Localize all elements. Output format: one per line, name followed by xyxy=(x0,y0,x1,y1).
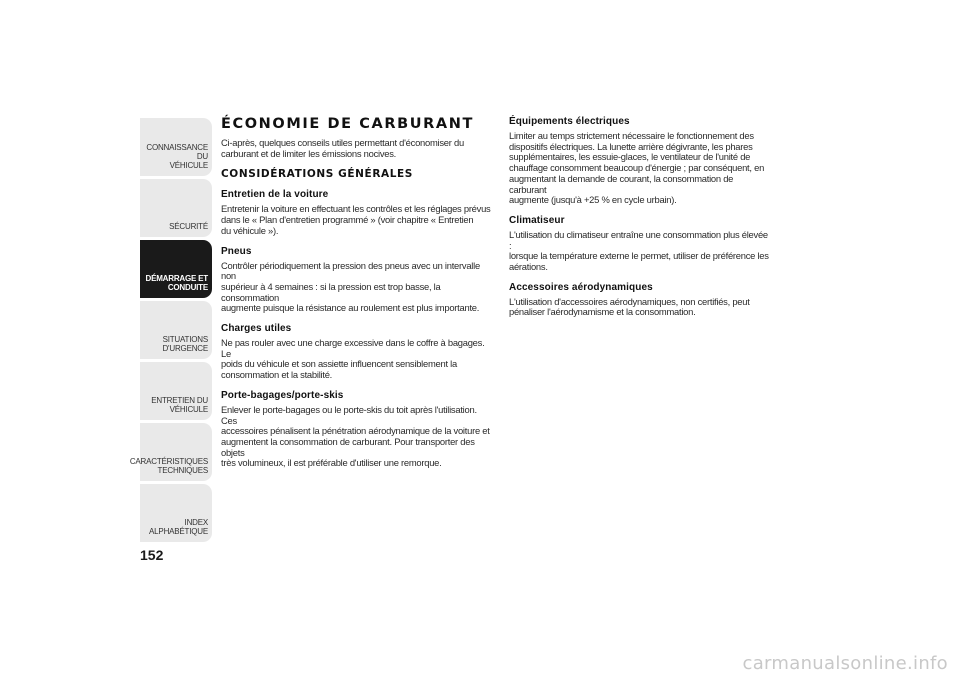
chapter-tab-label: SÉCURITÉ xyxy=(169,222,208,231)
chapter-tab-label: INDEX ALPHABÉTIQUE xyxy=(149,518,208,536)
chapter-tab-label: CONNAISSANCE DU VÉHICULE xyxy=(146,143,208,170)
right-column xyxy=(509,116,771,318)
page-number: 152 xyxy=(140,547,164,563)
subheading-charges: Charges utiles xyxy=(221,323,292,335)
paragraph-porte-bagages: Enlever le porte-bagages ou le porte-skis du toit après l'utilisation. Ces accessoires pénalisent la pénétration aérodynamique de la voiture et augmentent la consommation de carburant. Pour transporter des objets très volumineux, il est préférable d'utiliser une remorque. xyxy=(221,403,490,469)
chapter-tab-demarrage-active[interactable] xyxy=(140,240,212,298)
subheading-porte-bagages: Porte-bagages/porte-skis xyxy=(221,389,344,401)
chapter-tab-label: DÉMARRAGE ET CONDUITE xyxy=(145,274,208,292)
subheading-equipements: Équipements électriques xyxy=(509,116,630,127)
chapter-sidebar xyxy=(129,118,212,545)
watermark: carmanualsonline.info xyxy=(742,653,948,674)
chapter-tab-label: ENTRETIEN DU VÉHICULE xyxy=(151,396,208,414)
paragraph-entretien: Entretenir la voiture en effectuant les contrôles et les réglages prévus dans le « Plan d'entretien programmé » (voir chapitre « Entretien du véhicule »). xyxy=(221,203,491,236)
chapter-tab-connaissance[interactable] xyxy=(140,118,212,176)
chapter-tab-index[interactable] xyxy=(140,484,212,542)
chapter-tab-situations[interactable] xyxy=(140,301,212,359)
page-title: ÉCONOMIE DE CARBURANT xyxy=(221,116,474,132)
section-title: CONSIDÉRATIONS GÉNÉRALES xyxy=(221,168,413,181)
paragraph-pneus: Contrôler périodiquement la pression des pneus avec un intervalle non supérieur à 4 semaines : si la pression est trop basse, la consommation augmente puisque la résistance au roulement est plus importante. xyxy=(221,259,480,314)
intro-paragraph: Ci-après, quelques conseils utiles permettant d'économiser du carburant et de limiter les émissions nocives. xyxy=(221,137,464,159)
chapter-tab-label: SITUATIONS D'URGENCE xyxy=(162,335,208,353)
subheading-accessoires: Accessoires aérodynamiques xyxy=(509,281,653,293)
subheading-pneus: Pneus xyxy=(221,245,252,257)
paragraph-accessoires: L'utilisation d'accessoires aérodynamiques, non certifiés, peut pénaliser l'aérodynamisme et la consommation. xyxy=(509,295,750,318)
paragraph-charges: Ne pas rouler avec une charge excessive dans le coffre à bagages. Le poids du véhicule et son assiette influencent sensiblement la consommation et la stabilité. xyxy=(221,337,485,381)
left-column xyxy=(221,116,493,469)
paragraph-equipements: Limiter au temps strictement nécessaire le fonctionnement des dispositifs électriques. La lunette arrière dégivrante, les phares supplémentaires, les essuie-glaces, le ventilateur de l'unité de chauffage consomment beaucoup d'énergie ; par conséquent, en augmentant la demande de courant, la consommation de carburant augmente (jusqu'à +25 % en cycle urbain). xyxy=(509,130,765,206)
chapter-tab-label: CARACTÉRISTIQUES TECHNIQUES xyxy=(129,457,208,475)
chapter-tab-securite[interactable] xyxy=(140,179,212,237)
subheading-entretien: Entretien de la voiture xyxy=(221,189,329,201)
chapter-tab-caracteristiques[interactable] xyxy=(129,423,212,481)
chapter-tab-entretien[interactable] xyxy=(140,362,212,420)
paragraph-climatiseur: L'utilisation du climatiseur entraîne une consommation plus élevée : lorsque la température externe le permet, utiliser de préférence les aérations. xyxy=(509,228,769,273)
subheading-climatiseur: Climatiseur xyxy=(509,214,565,226)
